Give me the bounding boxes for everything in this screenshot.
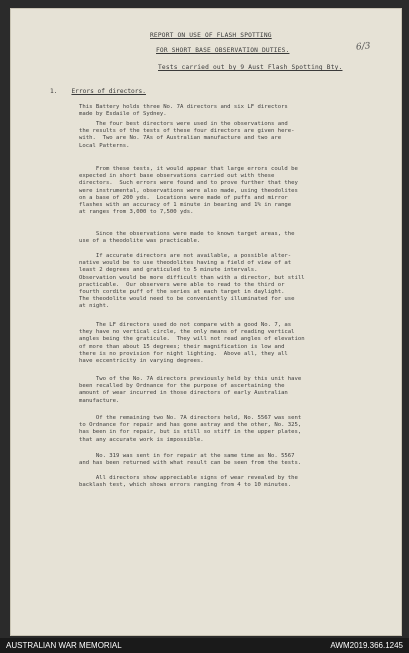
tests-line: Tests carried out by 9 Aust Flash Spotting Bty. [158, 64, 343, 71]
paragraph: Of the remaining two No. 7A directors held, No. 5567 was sent to Ordnance for repair and has gone astray and the other, No. 325, has been in for repair, but is still so stiff in the upper plates, that any accurate work is impossible. [79, 415, 302, 443]
footer-bar [0, 638, 409, 653]
paragraph: The four best directors were used in the observations and the results of the tests of these four directors are given here- with. Two are No. 7As of Australian manufacture and two are Local Patterns. [79, 121, 295, 149]
report-heading: REPORT ON USE OF FLASH SPOTTING [150, 32, 272, 39]
footer-accession-id: AWM2019.366.1245 [330, 641, 403, 650]
paragraph: The LF directors used do not compare with a good No. 7, as they have no vertical circle, the only means of reading vertical angles being the graticule. They will not read angles of elevation of more than about 15 degrees; their magnification is low and there is no provision for night lighting. Above all, they all have eccentricity in varying degrees. [79, 322, 305, 365]
paragraph: Since the observations were made to known target areas, the use of a theodolite was practicable. [79, 231, 295, 245]
footer-source: AUSTRALIAN WAR MEMORIAL [6, 641, 122, 650]
paragraph: From these tests, it would appear that large errors could be expected in short base observations carried out with these directors. Such errors were found and to prove further that they were instrumental, observations were also made, using theodolites on a base of 200 yds. Locations were made of puffs and mirror flashes with an accuracy of 1 minute in bearing and 1% in range at ranges from 3,000 to 7,500 yds. [79, 166, 298, 216]
paragraph: All directors show appreciable signs of wear revealed by the backlash test, which shows errors ranging from 4 to 10 minutes. [79, 475, 298, 489]
section-title: Errors of directors. [71, 88, 146, 95]
paragraph: If accurate directors are not available, a possible alter- native would be to use theodolites having a field of view of at least 2 degrees and graticuled to 5 minute intervals. Observation would be more difficult than with a director, but still practicable. Our observers were able to read to the third or fourth cordite puff of the series at each target in daylight. The theodolite would need to be conveniently illuminated for use at night. [79, 253, 305, 310]
paragraph: This Battery holds three No. 7A directors and six LF directors made by Esdaile of Sydney. [79, 104, 288, 118]
page-mark: 6/3 [355, 41, 371, 53]
paragraph: Two of the No. 7A directors previously held by this unit have been recalled by Ordnance for the purpose of ascertaining the amount of wear incurred in those directors of early Australian manufacture. [79, 376, 302, 404]
section-heading [50, 88, 146, 95]
paragraph: No. 319 was sent in for repair at the same time as No. 5567 and has been returned with what result can be seen from the tests. [79, 453, 302, 467]
section-number: 1. [50, 88, 58, 95]
document-page [10, 8, 402, 636]
report-subheading: FOR SHORT BASE OBSERVATION DUTIES. [156, 47, 290, 54]
